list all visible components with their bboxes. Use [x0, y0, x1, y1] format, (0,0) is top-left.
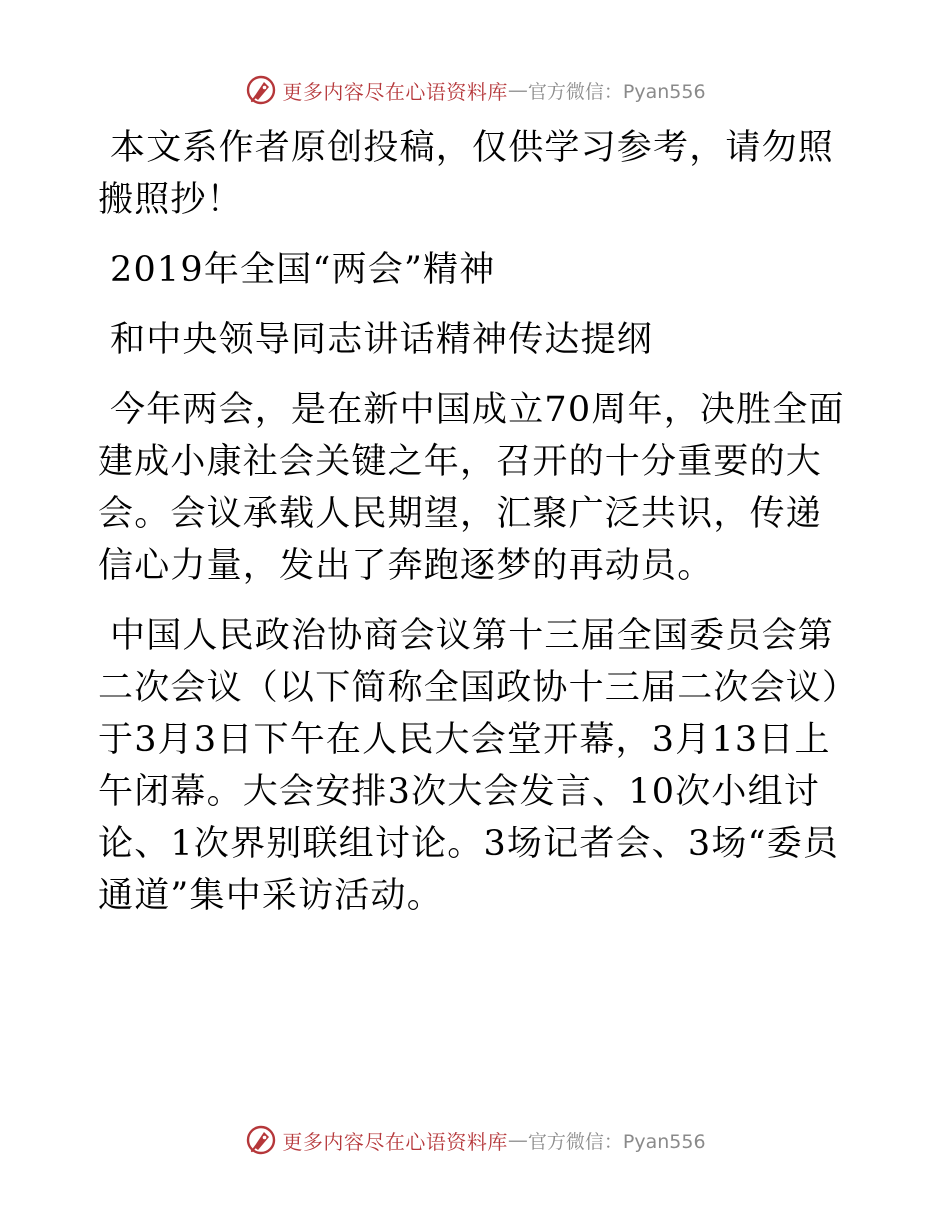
header-banner: [0, 70, 950, 110]
pen-nib-logo-icon: [244, 1123, 278, 1157]
pen-nib-logo-icon: [244, 73, 278, 107]
banner-wechat: 官方微信：Pyan556: [527, 80, 706, 103]
footer-banner: [0, 1120, 950, 1160]
title-line-1: 2019年全国“两会”精神: [110, 250, 496, 290]
title-line-2: 和中央领导同志讲话精神传达提纲: [110, 320, 654, 360]
banner-separator: —: [507, 1128, 528, 1152]
banner-text: 更多内容尽在心语资料库: [282, 1129, 508, 1154]
disclaimer: 本文系作者原创投稿，仅供学习参考，请勿照搬照抄！: [98, 128, 835, 220]
banner-wechat: 官方微信：Pyan556: [527, 1130, 706, 1153]
banner-separator: —: [507, 78, 528, 102]
banner-text: 更多内容尽在心语资料库: [282, 79, 508, 104]
paragraph: 中国人民政治协商会议第十三届全国委员会第二次会议（以下简称全国政协十三届二次会议）于3月3日下午在人民大会堂开幕，3月13日上午闭幕。大会安排3次大会发言、10次小组讨论、1次界别联组讨论。3场记者会、3场“委员通道”集中采访活动。: [98, 616, 841, 916]
document-body: [98, 122, 850, 922]
paragraph: 今年两会，是在新中国成立70周年，决胜全面建成小康社会关键之年，召开的十分重要的大会。会议承载人民期望，汇聚广泛共识，传递信心力量，发出了奔跑逐梦的再动员。: [98, 390, 845, 586]
